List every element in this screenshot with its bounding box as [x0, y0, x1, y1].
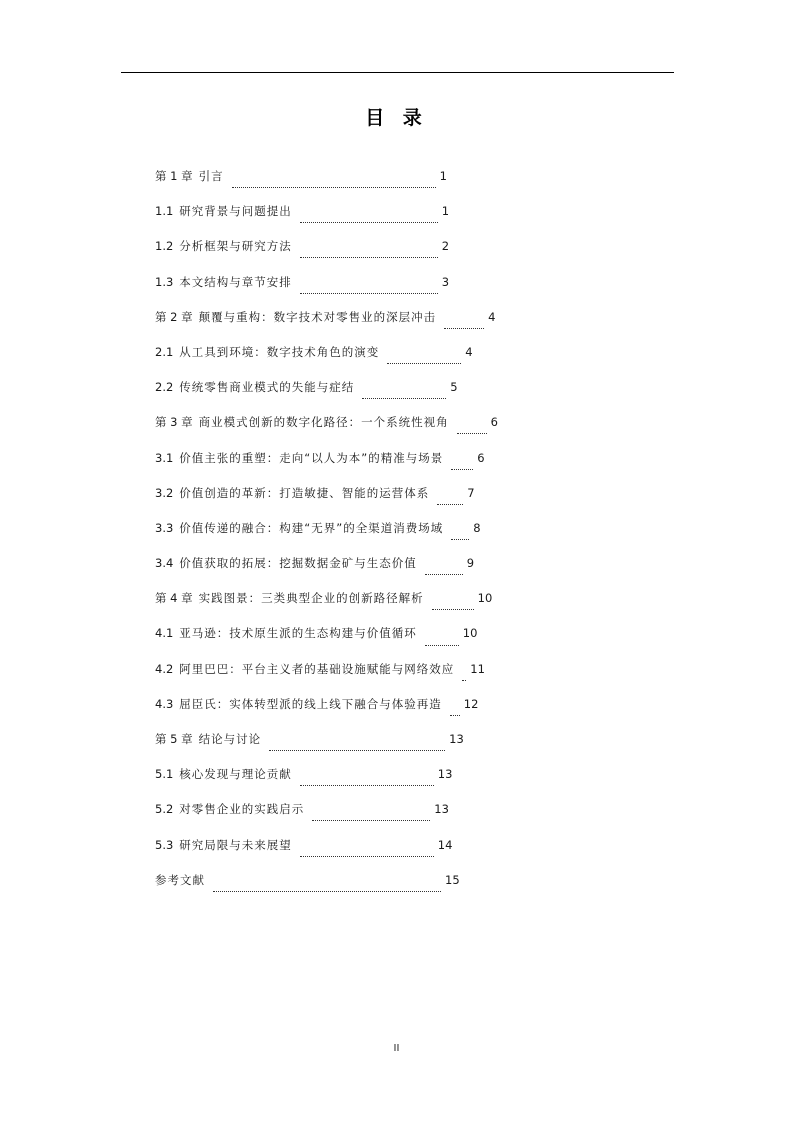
toc-entry-1-3[interactable] — [155, 272, 498, 307]
toc-entry-page: 1 — [439, 169, 447, 183]
toc-entry-number: 第 5 章 — [155, 732, 193, 746]
toc-entry-title: 价值创造的革新：打造敏捷、智能的运营体系 — [179, 485, 430, 500]
toc-entry-3-2[interactable] — [155, 483, 498, 518]
toc-entry-chapter-2[interactable] — [155, 307, 498, 342]
toc-entry-page: 10 — [462, 626, 478, 641]
toc-entry-page: 2 — [441, 239, 450, 254]
toc-entry-4-3[interactable] — [155, 694, 498, 729]
page-title: 目 录 — [365, 107, 428, 129]
toc-leader-dots — [300, 785, 434, 786]
toc-entry-page: 3 — [441, 274, 450, 289]
toc-entry-page: 11 — [470, 661, 485, 676]
header-rule — [121, 72, 674, 73]
toc-entry-title: 研究背景与问题提出 — [179, 204, 292, 219]
toc-entry-number: 5.1 — [155, 767, 174, 782]
table-of-contents — [155, 166, 498, 905]
toc-entry-title: 价值获取的拓展：挖掘数据金矿与生态价值 — [179, 556, 417, 571]
toc-entry-chapter-3[interactable] — [155, 412, 498, 447]
toc-entry-number: 2.1 — [155, 344, 174, 359]
toc-leader-dots — [300, 856, 434, 857]
toc-entry-4-2[interactable] — [155, 659, 498, 694]
toc-leader-dots — [362, 398, 446, 399]
toc-entry-number: 4.3 — [155, 696, 174, 711]
toc-entry-5-3[interactable] — [155, 835, 498, 870]
toc-entry-chapter-1[interactable] — [155, 166, 498, 201]
toc-entry-title: 核心发现与理论贡献 — [179, 767, 292, 782]
toc-leader-dots — [312, 820, 430, 821]
toc-entry-title: 亚马逊：技术原生派的生态构建与价值循环 — [179, 626, 417, 641]
toc-entry-page: 9 — [466, 556, 475, 571]
toc-entry-page: 6 — [490, 415, 498, 430]
toc-entry-title: 研究局限与未来展望 — [179, 837, 292, 852]
toc-entry-references[interactable] — [155, 870, 498, 905]
toc-leader-dots — [450, 715, 460, 716]
toc-entry-title: 参考文献 — [155, 872, 205, 887]
toc-entry-title: 分析框架与研究方法 — [179, 239, 292, 254]
toc-entry-3-3[interactable] — [155, 518, 498, 553]
toc-entry-number: 4.1 — [155, 626, 174, 641]
toc-entry-page: 14 — [437, 837, 453, 852]
toc-entry-number: 1.3 — [155, 274, 174, 289]
toc-entry-title: 屈臣氏：实体转型派的线上线下融合与体验再造 — [179, 696, 442, 711]
toc-leader-dots — [432, 609, 474, 610]
toc-entry-title: 结论与讨论 — [198, 732, 262, 746]
toc-entry-2-1[interactable] — [155, 342, 498, 377]
toc-entry-title: 对零售企业的实践启示 — [179, 802, 305, 817]
toc-entry-number: 第 4 章 — [155, 591, 193, 606]
toc-entry-number: 5.2 — [155, 802, 174, 817]
toc-entry-number: 3.4 — [155, 556, 174, 571]
toc-entry-page: 13 — [434, 802, 449, 817]
toc-entry-title: 本文结构与章节安排 — [179, 274, 292, 289]
toc-entry-4-1[interactable] — [155, 623, 498, 658]
toc-leader-dots — [300, 222, 438, 223]
toc-entry-number: 第 1 章 — [155, 169, 193, 183]
toc-entry-number: 1.1 — [155, 204, 174, 219]
toc-entry-page: 12 — [463, 696, 479, 711]
toc-entry-title: 商业模式创新的数字化路径：一个系统性视角 — [198, 415, 449, 430]
toc-entry-title: 从工具到环境：数字技术角色的演变 — [179, 344, 380, 359]
toc-entry-title: 传统零售商业模式的失能与症结 — [179, 380, 355, 395]
toc-entry-title: 实践图景：三类典型企业的创新路径解析 — [198, 591, 424, 606]
toc-entry-5-2[interactable] — [155, 799, 498, 834]
toc-entry-page: 1 — [441, 204, 450, 219]
toc-entry-page: 10 — [477, 591, 493, 606]
toc-entry-page: 13 — [437, 767, 453, 782]
toc-entry-page: 5 — [450, 380, 458, 395]
toc-leader-dots — [387, 363, 461, 364]
toc-entry-page: 4 — [488, 309, 496, 324]
toc-entry-title: 引言 — [198, 169, 224, 183]
toc-entry-page: 7 — [467, 485, 475, 500]
toc-entry-number: 3.2 — [155, 485, 174, 500]
toc-entry-page: 15 — [445, 872, 460, 887]
toc-leader-dots — [444, 328, 484, 329]
toc-leader-dots — [300, 257, 438, 258]
toc-leader-dots — [457, 433, 487, 434]
toc-entry-1-2[interactable] — [155, 236, 498, 271]
toc-entry-title: 颠覆与重构：数字技术对零售业的深层冲击 — [198, 309, 437, 324]
toc-entry-number: 2.2 — [155, 380, 174, 395]
toc-leader-dots — [425, 645, 459, 646]
toc-entry-number: 第 2 章 — [155, 309, 193, 324]
footer-page-number: II — [393, 1043, 400, 1054]
toc-leader-dots — [300, 293, 438, 294]
toc-entry-5-1[interactable] — [155, 764, 498, 799]
toc-entry-2-2[interactable] — [155, 377, 498, 412]
toc-entry-number: 第 3 章 — [155, 415, 193, 430]
toc-entry-title: 价值传递的融合：构建“无界”的全渠道消费场域 — [179, 520, 444, 535]
toc-entry-number: 1.2 — [155, 239, 174, 254]
toc-entry-title: 价值主张的重塑：走向“以人为本”的精准与场景 — [179, 450, 444, 465]
toc-entry-page: 6 — [477, 450, 485, 465]
toc-leader-dots — [462, 680, 466, 681]
toc-leader-dots — [451, 539, 469, 540]
toc-leader-dots — [213, 891, 441, 892]
toc-leader-dots — [425, 574, 463, 575]
toc-entry-chapter-5[interactable] — [155, 729, 498, 764]
toc-entry-number: 3.1 — [155, 450, 174, 465]
toc-leader-dots — [437, 504, 463, 505]
toc-entry-1-1[interactable] — [155, 201, 498, 236]
toc-entry-number: 5.3 — [155, 837, 174, 852]
toc-leader-dots — [232, 187, 436, 188]
toc-entry-3-4[interactable] — [155, 553, 498, 588]
toc-entry-page: 13 — [449, 732, 464, 746]
toc-leader-dots — [269, 750, 445, 751]
toc-entry-number: 3.3 — [155, 520, 174, 535]
toc-entry-page: 8 — [473, 520, 481, 535]
toc-entry-title: 阿里巴巴：平台主义者的基础设施赋能与网络效应 — [179, 661, 455, 676]
toc-entry-3-1[interactable] — [155, 448, 498, 483]
toc-entry-number: 4.2 — [155, 661, 174, 676]
toc-entry-page: 4 — [465, 344, 473, 359]
toc-entry-chapter-4[interactable] — [155, 588, 498, 623]
toc-leader-dots — [451, 469, 473, 470]
